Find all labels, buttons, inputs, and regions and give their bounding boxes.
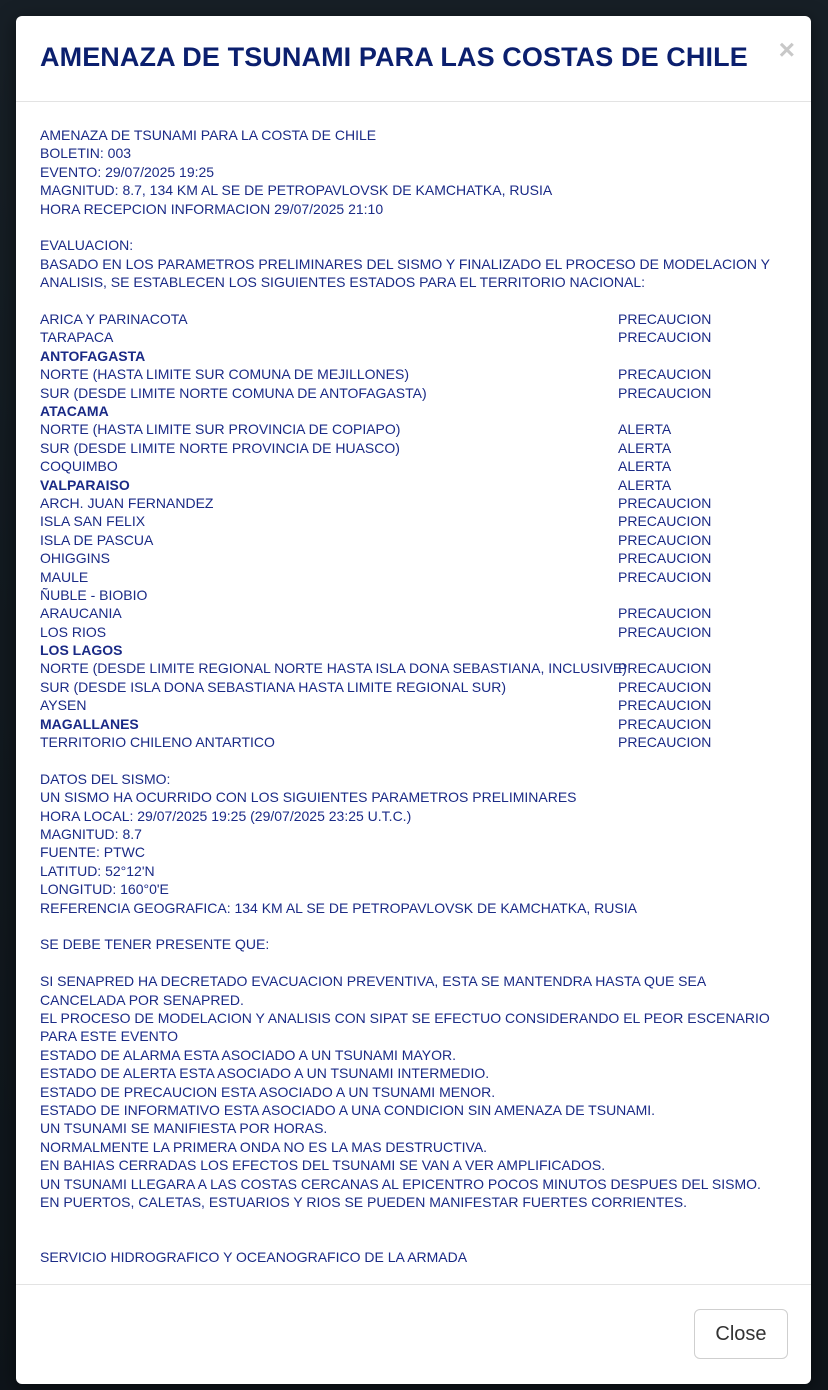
bulletin-header xyxy=(40,126,790,218)
region-row xyxy=(40,568,790,586)
region-name: SUR (DESDE LIMITE NORTE COMUNA DE ANTOFAGASTA) xyxy=(40,384,427,401)
region-row xyxy=(40,384,790,402)
modal-title: AMENAZA DE TSUNAMI PARA LAS COSTAS DE CHILE xyxy=(40,42,748,72)
region-name: AYSEN xyxy=(40,697,87,714)
region-name: ARICA Y PARINACOTA xyxy=(40,311,188,328)
region-row xyxy=(40,494,790,512)
region-status: PRECAUCION xyxy=(618,366,712,383)
region-name: LOS RIOS xyxy=(40,623,107,640)
note-line: UN TSUNAMI SE MANIFIESTA POR HORAS. xyxy=(40,1120,328,1137)
region-row xyxy=(40,512,790,530)
quake-line: REFERENCIA GEOGRAFICA: 134 KM AL SE DE PETROPAVLOVSK DE KAMCHATKA, RUSIA xyxy=(40,899,637,916)
region-row xyxy=(40,733,790,751)
event-time: EVENTO: 29/07/2025 19:25 xyxy=(40,163,215,180)
quake-line: LATITUD: 52°12'N xyxy=(40,862,155,879)
region-name: NORTE (HASTA LIMITE SUR COMUNA DE MEJILLONES) xyxy=(40,366,409,383)
note-line: ESTADO DE ALARMA ESTA ASOCIADO A UN TSUNAMI MAYOR. xyxy=(40,1046,456,1063)
region-row xyxy=(40,402,790,420)
region-status: PRECAUCION xyxy=(618,678,712,695)
note-line: EN PUERTOS, CALETAS, ESTUARIOS Y RIOS SE PUEDEN MANIFESTAR FUERTES CORRIENTES. xyxy=(40,1194,687,1211)
region-row xyxy=(40,678,790,696)
region-name: ISLA SAN FELIX xyxy=(40,513,146,530)
region-status: PRECAUCION xyxy=(618,568,712,585)
region-name: MAGALLANES xyxy=(40,715,139,732)
note-line: ESTADO DE ALERTA ESTA ASOCIADO A UN TSUNAMI INTERMEDIO. xyxy=(40,1065,490,1082)
modal-header xyxy=(16,16,811,102)
region-row xyxy=(40,310,790,328)
region-row xyxy=(40,696,790,714)
region-status: PRECAUCION xyxy=(618,384,712,401)
bulletin-header-line: AMENAZA DE TSUNAMI PARA LA COSTA DE CHILE xyxy=(40,127,377,143)
quake-line: HORA LOCAL: 29/07/2025 19:25 (29/07/2025 23:25 U.T.C.) xyxy=(40,807,412,824)
region-name: COQUIMBO xyxy=(40,458,118,475)
region-name: ATACAMA xyxy=(40,402,109,419)
close-icon[interactable]: × xyxy=(778,34,795,65)
quake-line: LONGITUD: 160°0'E xyxy=(40,881,169,898)
region-name: TERRITORIO CHILENO ANTARTICO xyxy=(40,734,275,751)
tsunami-alert-modal xyxy=(16,16,811,1384)
region-name: MAULE xyxy=(40,568,89,585)
region-row xyxy=(40,623,790,641)
region-status: PRECAUCION xyxy=(618,550,712,567)
region-name: OHIGGINS xyxy=(40,550,111,567)
event-magnitude: MAGNITUD: 8.7, 134 KM AL SE DE PETROPAVLOVSK DE KAMCHATKA, RUSIA xyxy=(40,182,553,199)
note-line: UN TSUNAMI LLEGARA A LAS COSTAS CERCANAS AL EPICENTRO POCOS MINUTOS DESPUES DEL SISMO. xyxy=(40,1175,761,1192)
region-name: ÑUBLE - BIOBIO xyxy=(40,586,148,603)
region-status: PRECAUCION xyxy=(618,697,712,714)
region-status: PRECAUCION xyxy=(618,513,712,530)
region-row xyxy=(40,549,790,567)
region-row xyxy=(40,439,790,457)
region-status: PRECAUCION xyxy=(618,605,712,622)
region-row xyxy=(40,365,790,383)
region-row xyxy=(40,420,790,438)
region-row xyxy=(40,476,790,494)
bulletin-number: BOLETIN: 003 xyxy=(40,145,132,162)
region-name: ISLA DE PASCUA xyxy=(40,531,154,548)
quake-data xyxy=(40,770,790,917)
region-row xyxy=(40,659,790,677)
region-status: ALERTA xyxy=(618,458,672,475)
region-status: PRECAUCION xyxy=(618,715,712,732)
note-line: NORMALMENTE LA PRIMERA ONDA NO ES LA MAS DESTRUCTIVA. xyxy=(40,1138,488,1155)
region-status: ALERTA xyxy=(618,476,672,493)
note-line: ESTADO DE INFORMATIVO ESTA ASOCIADO A UNA CONDICION SIN AMENAZA DE TSUNAMI. xyxy=(40,1102,656,1119)
region-row xyxy=(40,347,790,365)
region-name: ANTOFAGASTA xyxy=(40,347,146,364)
note-line: EL PROCESO DE MODELACION Y ANALISIS CON SIPAT SE EFECTUO CONSIDERANDO EL PEOR ESCENARIO PARA ESTE EVENTO xyxy=(40,1010,770,1045)
region-row xyxy=(40,457,790,475)
note-line: ESTADO DE PRECAUCION ESTA ASOCIADO A UN TSUNAMI MENOR. xyxy=(40,1083,496,1100)
signature: SERVICIO HIDROGRAFICO Y OCEANOGRAFICO DE LA ARMADA xyxy=(40,1249,468,1266)
region-status: PRECAUCION xyxy=(618,329,712,346)
region-name: VALPARAISO xyxy=(40,476,130,493)
region-status: PRECAUCION xyxy=(618,311,712,328)
quake-line: MAGNITUD: 8.7 xyxy=(40,826,142,843)
region-row xyxy=(40,715,790,733)
evaluation-text: BASADO EN LOS PARAMETROS PRELIMINARES DEL SISMO Y FINALIZADO EL PROCESO DE MODELACION Y ANALISIS, SE ESTABLECEN LOS SIGUIENTES ESTADOS PARA EL TERRITORIO NACIONAL: xyxy=(40,255,770,291)
region-status: ALERTA xyxy=(618,421,672,438)
modal-body xyxy=(40,126,790,1267)
quake-line: UN SISMO HA OCURRIDO CON LOS SIGUIENTES PARAMETROS PRELIMINARES xyxy=(40,789,577,806)
region-name: TARAPACA xyxy=(40,329,114,346)
region-name: ARAUCANIA xyxy=(40,605,122,622)
region-status-list xyxy=(40,310,790,751)
region-row xyxy=(40,531,790,549)
region-name: ARCH. JUAN FERNANDEZ xyxy=(40,494,214,511)
close-button[interactable]: Close xyxy=(694,1309,788,1359)
modal-footer xyxy=(16,1284,811,1384)
region-name: SUR (DESDE LIMITE NORTE PROVINCIA DE HUASCO) xyxy=(40,439,400,456)
region-row xyxy=(40,328,790,346)
region-row xyxy=(40,641,790,659)
region-row xyxy=(40,604,790,622)
reception-time: HORA RECEPCION INFORMACION 29/07/2025 21:10 xyxy=(40,200,384,217)
region-status: PRECAUCION xyxy=(618,531,712,548)
region-status: PRECAUCION xyxy=(618,660,712,677)
region-name: NORTE (HASTA LIMITE SUR PROVINCIA DE COPIAPO) xyxy=(40,421,401,438)
evaluation-title: EVALUACION: xyxy=(40,237,134,254)
region-name: NORTE (DESDE LIMITE REGIONAL NORTE HASTA ISLA DONA SEBASTIANA, INCLUSIVE) xyxy=(40,660,627,677)
region-status: PRECAUCION xyxy=(618,494,712,511)
region-row xyxy=(40,586,790,604)
region-name: SUR (DESDE ISLA DONA SEBASTIANA HASTA LIMITE REGIONAL SUR) xyxy=(40,678,507,695)
region-status: PRECAUCION xyxy=(618,623,712,640)
notes-list xyxy=(40,972,790,1211)
quake-line: DATOS DEL SISMO: xyxy=(40,770,171,787)
region-name: LOS LAGOS xyxy=(40,642,123,659)
note-line: EN BAHIAS CERRADAS LOS EFECTOS DEL TSUNAMI SE VAN A VER AMPLIFICADOS. xyxy=(40,1157,606,1174)
region-status: ALERTA xyxy=(618,439,672,456)
quake-line: FUENTE: PTWC xyxy=(40,844,145,861)
region-status: PRECAUCION xyxy=(618,734,712,751)
note-line: SI SENAPRED HA DECRETADO EVACUACION PREVENTIVA, ESTA SE MANTENDRA HASTA QUE SEA CANCELADA POR SENAPRED. xyxy=(40,973,706,1008)
notes-title: SE DEBE TENER PRESENTE QUE: xyxy=(40,936,270,953)
